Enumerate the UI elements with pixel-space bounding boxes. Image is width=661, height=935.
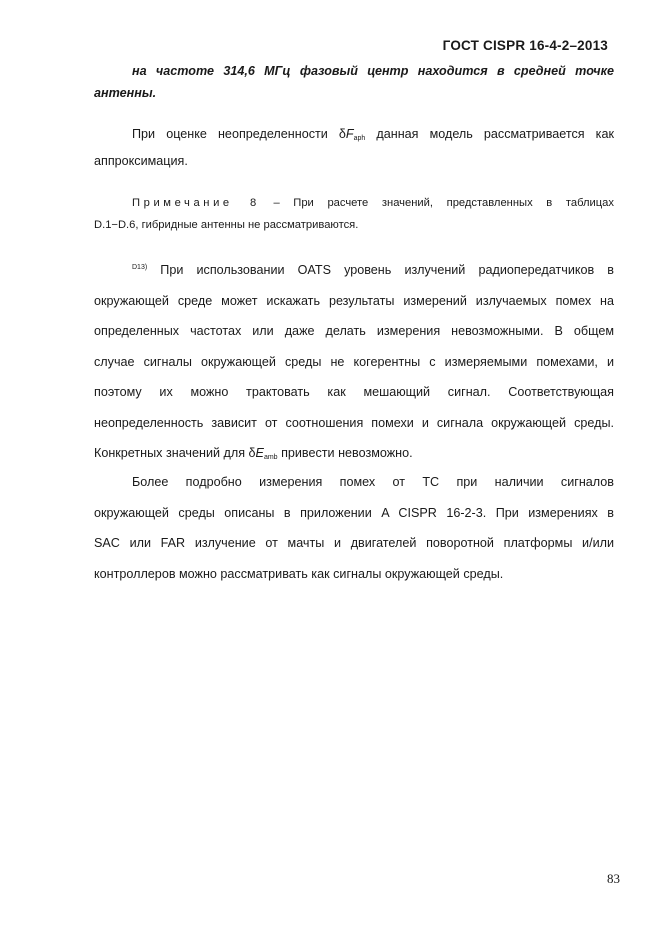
paragraph-uncertainty-model (94, 123, 614, 172)
subscript-amb: amb (263, 454, 278, 461)
paragraph-phase-center (94, 60, 614, 104)
note-label: Примечание 8 (132, 197, 260, 209)
document-header-title: ГОСТ CISPR 16-4-2–2013 (442, 38, 608, 53)
text-line: случае сигналы окружающей среды не когерентны с измеряемыми помехами, и (94, 354, 614, 369)
text-line: поэтому их можно трактовать как мешающий сигнал. Соответствующая (94, 385, 614, 399)
text-line: антенны. (94, 86, 157, 100)
subscript-aph: aph (353, 135, 366, 142)
text-line: окружающей среде может искажать результаты измерений излучаемых помех на (94, 293, 614, 308)
variable-e: E (255, 446, 264, 460)
text-line: $^{D13)}$ При использовании OATS уровень излучений радиопередатчиков в (132, 263, 614, 277)
text-line: неопределенность зависит от соотношения помехи и сигнала окружающей среды. (94, 415, 614, 430)
footnote-reference: D13) (132, 264, 148, 271)
page-number: 83 (607, 871, 620, 886)
paragraph-ambient-measurements (94, 467, 614, 589)
paragraph-oats-ambient (94, 253, 614, 474)
text-line: аппроксимация. (94, 154, 188, 168)
text-line: на частоте 314,6 МГц фазовый центр находится в средней точке (132, 64, 614, 78)
text-line: При оценке неопределенности $\delta F_{aph}$ данная модель рассматривается как (132, 127, 614, 142)
text-line: D.1−D.6, гибридные антенны не рассматриваются. (94, 219, 359, 231)
text-line: Конкретных значений для $\delta E_{amb}$ привести невозможно. (94, 446, 413, 461)
variable-f: F (345, 127, 354, 141)
note-8 (94, 192, 614, 236)
text-line: Примечание 8 – При расчете значений, представленных в таблицах (132, 197, 614, 209)
text-line: Более подробно измерения помех от ТС при наличии сигналов (132, 475, 614, 489)
text-line: определенных частотах или даже делать измерения невозможными. В общем (94, 324, 614, 338)
text-line: окружающей среды описаны в приложении A CISPR 16-2-3. При измерениях в (94, 505, 614, 520)
text-line: контроллеров можно рассматривать как сигналы окружающей среды. (94, 566, 504, 581)
text-line: SAC или FAR излучение от мачты и двигателей поворотной платформы и/или (94, 536, 614, 550)
